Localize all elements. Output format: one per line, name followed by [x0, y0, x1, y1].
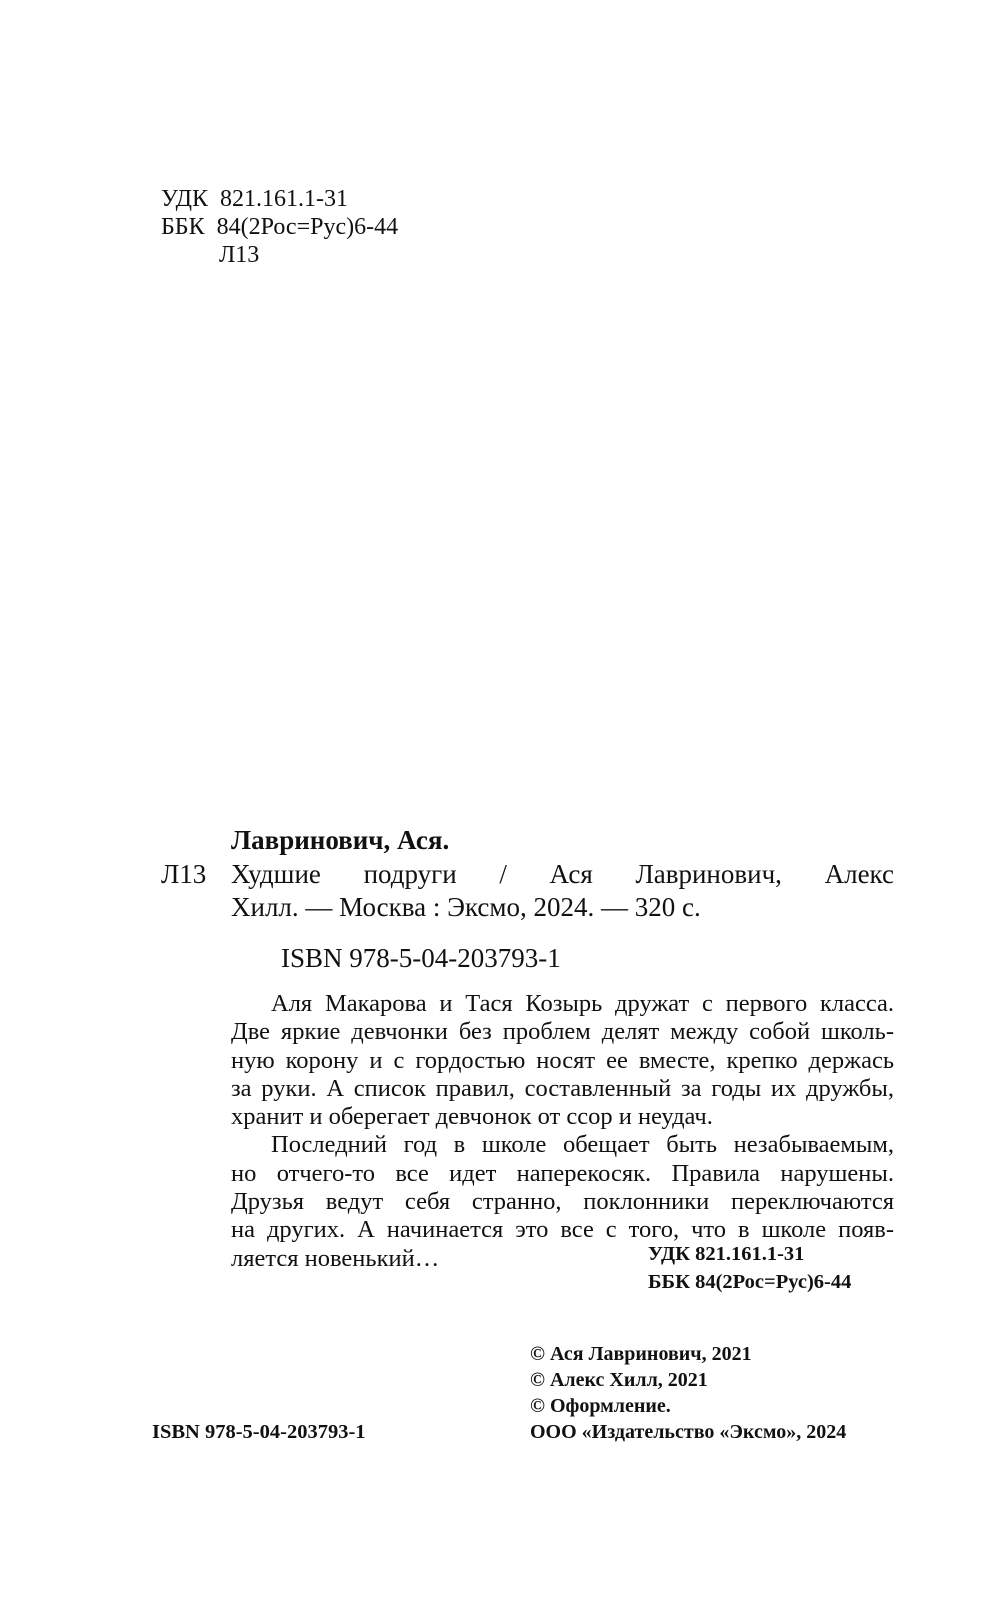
- author-heading: Лавринович, Ася.: [231, 825, 450, 855]
- record-isbn: ISBN 978-5-04-203793-1: [281, 943, 561, 973]
- annotation-line: хранит и оберегает девчонок от ссор и неудач.: [231, 1103, 713, 1131]
- record-cutter-code: Л13: [161, 859, 207, 889]
- annotation-line: ляется новенький…: [231, 1244, 440, 1272]
- copyright-line: ООО «Издательство «Эксмо», 2024: [530, 1421, 847, 1443]
- bbk-code: ББК 84(2Рос=Рус)6-44: [161, 214, 399, 240]
- bbk-code-bottom: ББК 84(2Рос=Рус)6-44: [648, 1271, 852, 1293]
- annotation-line: Две яркие девчонки без проблем делят между собой школь-: [231, 1018, 894, 1046]
- annotation-line: Последний год в школе обещает быть незабываемым,: [271, 1131, 894, 1159]
- annotation-line: за руки. А список правил, составленный за годы их дружбы,: [231, 1074, 894, 1102]
- annotation-line: но отчего-то все идет наперекосяк. Правила нарушены.: [231, 1159, 894, 1187]
- copyright-line: © Алекс Хилл, 2021: [530, 1369, 708, 1391]
- bottom-isbn: ISBN 978-5-04-203793-1: [152, 1421, 366, 1443]
- annotation-line: ную корону и с гордостью носят ее вместе, крепко держась: [231, 1046, 894, 1074]
- book-annotation: [231, 990, 894, 1273]
- annotation-line: Аля Макарова и Тася Козырь дружат с первого класса.: [271, 990, 894, 1017]
- udk-code-bottom: УДК 821.161.1-31: [648, 1243, 805, 1265]
- title-line-1: Худшие подруги / Ася Лавринович, Алекс: [231, 859, 894, 889]
- annotation-line: на других. А начинается это все с того, что в школе появ-: [231, 1216, 894, 1244]
- title-line-2: Хилл. — Москва : Эксмо, 2024. — 320 с.: [231, 892, 701, 922]
- udk-code: УДК 821.161.1-31: [161, 186, 348, 212]
- copyright-block: [530, 1341, 846, 1445]
- copyright-line: © Ася Лавринович, 2021: [530, 1343, 752, 1365]
- top-classification-codes: [161, 185, 398, 269]
- bottom-classification-codes: [648, 1240, 851, 1296]
- annotation-line: Друзья ведут себя странно, поклонники переключаются: [231, 1188, 894, 1216]
- cutter-code: Л13: [219, 242, 260, 268]
- copyright-line: © Оформление.: [530, 1395, 671, 1417]
